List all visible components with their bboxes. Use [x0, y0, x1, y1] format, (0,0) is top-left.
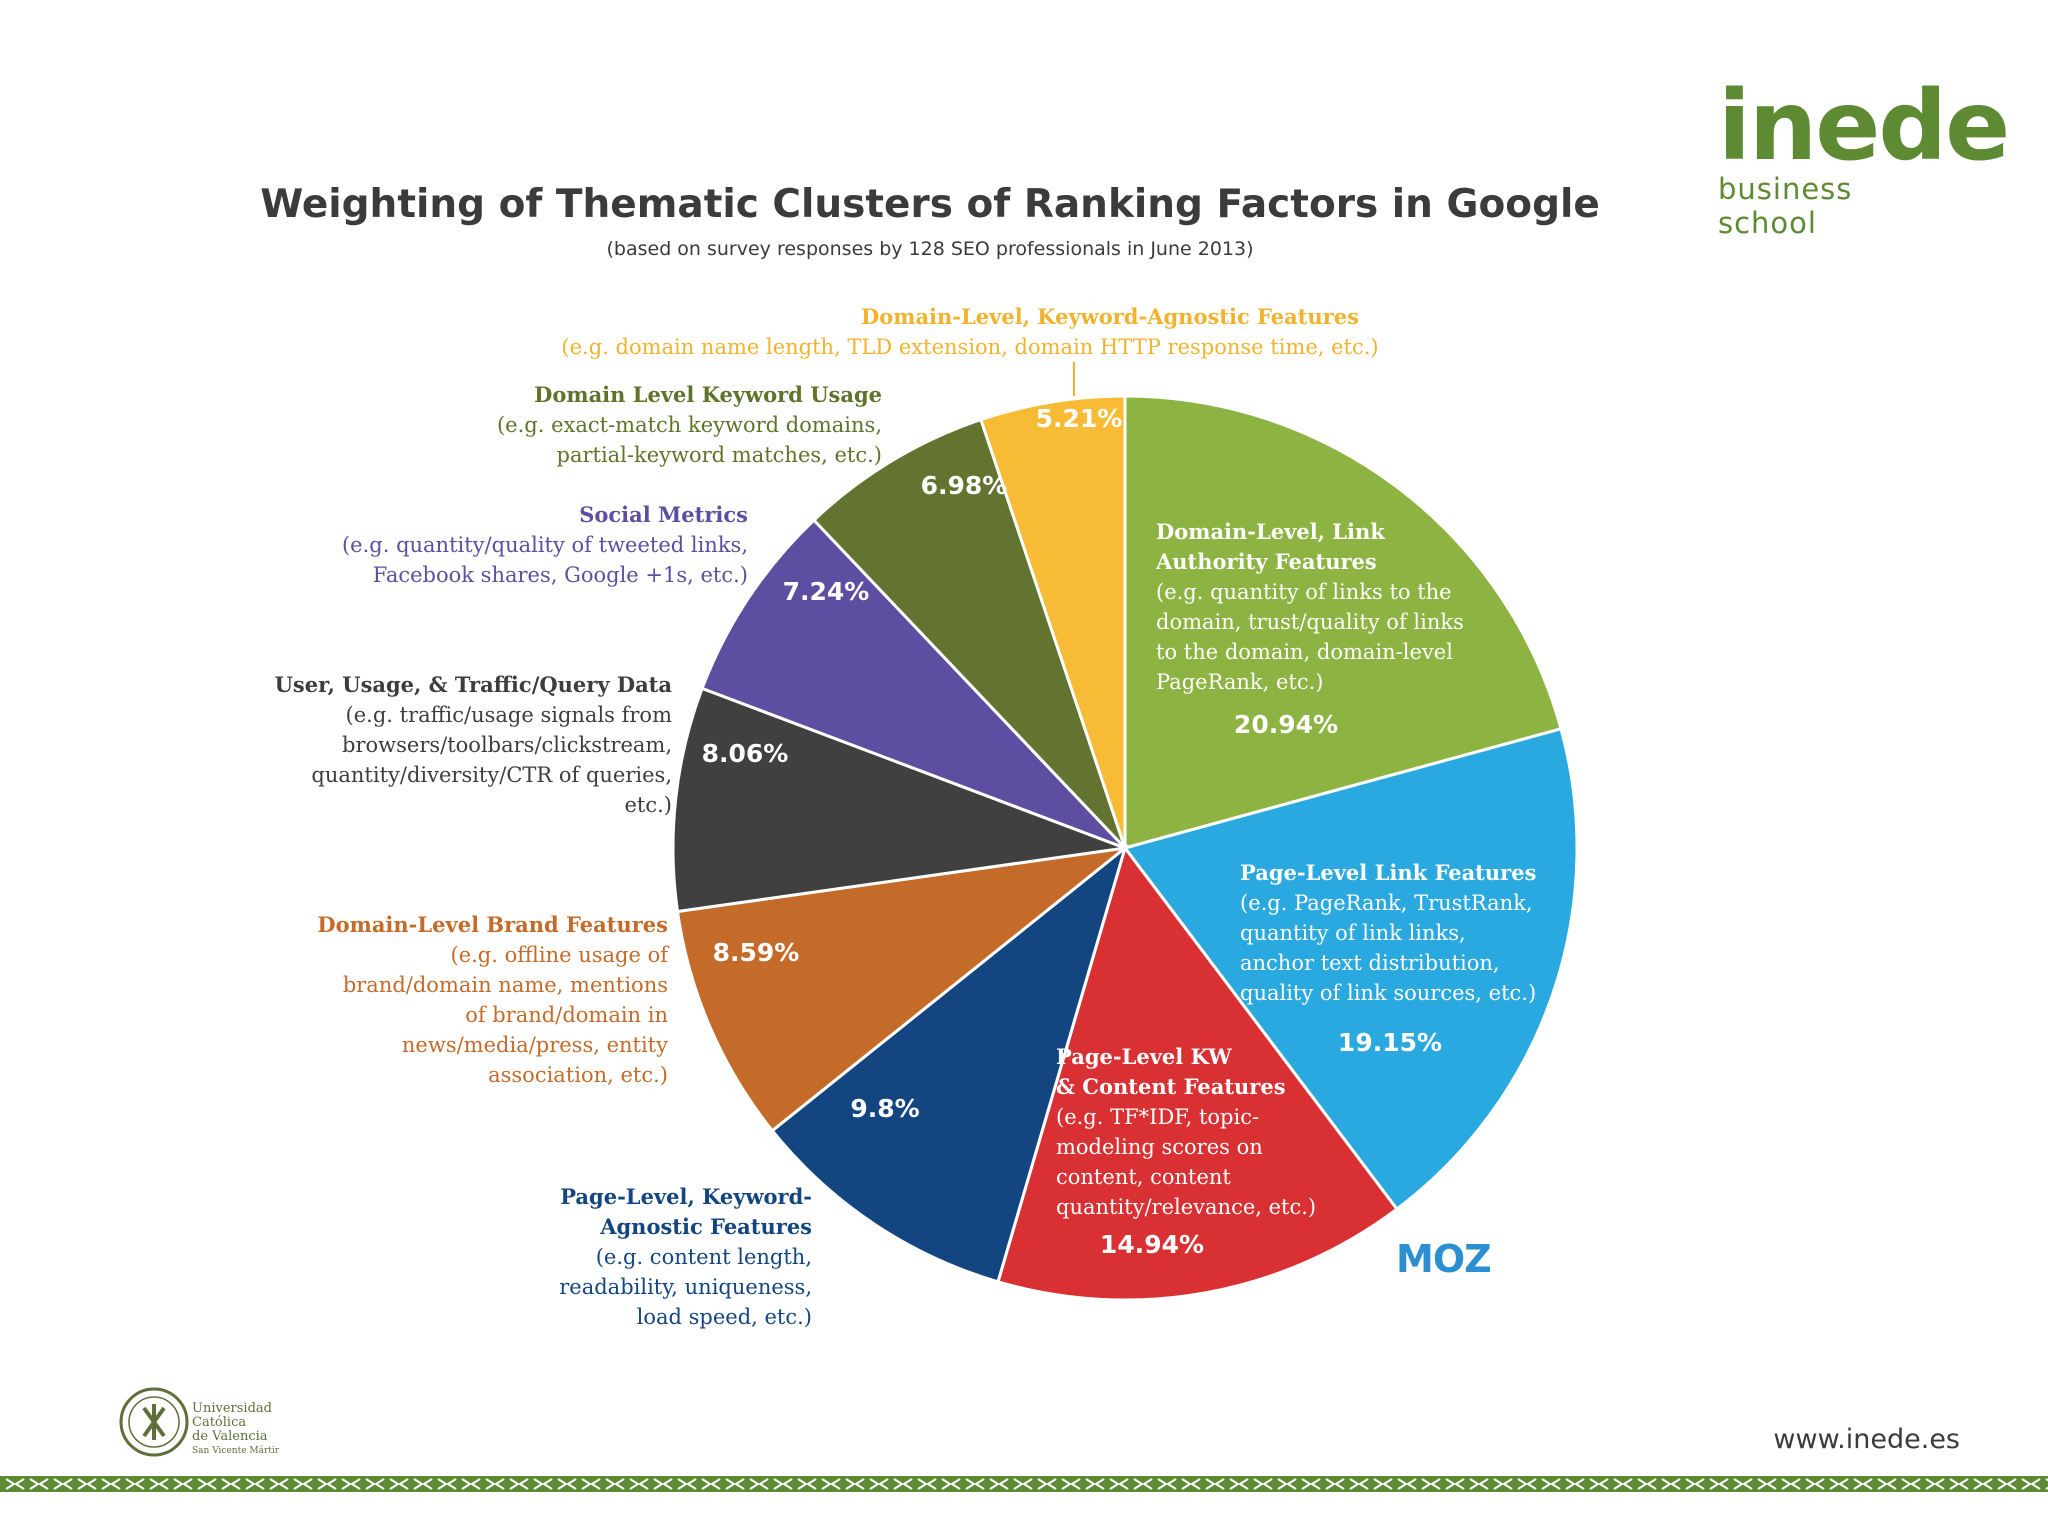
slice-title: Domain-Level, Link Authority Features	[1156, 519, 1385, 574]
slice-desc: (e.g. domain name length, TLD extension, domain HTTP response time, etc.)	[561, 335, 1379, 359]
slice-desc: (e.g. exact-match keyword domains, partial-keyword matches, etc.)	[496, 413, 882, 467]
university-line: San Vicente Mártir	[192, 1446, 280, 1456]
slice-value-label: 5.21%	[1035, 404, 1123, 433]
chart-title: Weighting of Thematic Clusters of Ranking Factors in Google	[260, 182, 1600, 227]
slice-value-label: 9.8%	[850, 1094, 920, 1123]
slice-desc: (e.g. quantity of links to the domain, trust/quality of links to the domain, domain-level PageRank, etc.)	[1156, 580, 1464, 694]
label-page-kw-content	[1056, 1042, 1346, 1222]
label-social-metrics	[270, 500, 748, 590]
slice-value-label: 7.24%	[782, 577, 870, 606]
chart-subtitle: (based on survey responses by 128 SEO professionals in June 2013)	[606, 238, 1254, 260]
website-url: www.inede.es	[1773, 1424, 1960, 1455]
slice-title: Domain-Level, Keyword-Agnostic Features	[861, 304, 1359, 329]
slice-value-label: 20.94%	[1233, 710, 1339, 739]
slice-desc: (e.g. PageRank, TrustRank, quantity of link links, anchor text distribution, quality of link sources, etc.)	[1240, 891, 1537, 1005]
slice-title: Social Metrics	[579, 502, 748, 527]
slice-title: Page-Level KW & Content Features	[1056, 1044, 1286, 1099]
university-line: Católica	[192, 1415, 247, 1430]
slice-value-label: 19.15%	[1337, 1028, 1443, 1057]
slice-title: Page-Level, Keyword- Agnostic Features	[560, 1184, 812, 1239]
label-domain-keyword-usage	[420, 380, 882, 470]
slice-desc: (e.g. content length, readability, uniqueness, load speed, etc.)	[559, 1245, 812, 1329]
logo-subtitle: business school	[1718, 172, 1853, 240]
decorative-border	[0, 1474, 2048, 1494]
slice-title: Domain-Level Brand Features	[317, 912, 668, 937]
university-name	[192, 1402, 279, 1458]
slice-title: Page-Level Link Features	[1240, 860, 1537, 885]
university-line: Universidad	[192, 1401, 272, 1416]
slice-value-label: 14.94%	[1099, 1230, 1205, 1259]
label-domain-keyword-agnostic	[470, 302, 1470, 362]
slice-desc: (e.g. TF*IDF, topic- modeling scores on content, content quantity/relevance, etc.)	[1056, 1105, 1317, 1219]
university-line: de Valencia	[192, 1429, 268, 1444]
slice-desc: (e.g. offline usage of brand/domain name, mentions of brand/domain in news/media/press, entity association, etc.)	[342, 943, 668, 1087]
label-domain-link-authority	[1156, 517, 1496, 697]
logo-wordmark: inede	[1718, 70, 2009, 182]
slice-value-label: 6.98%	[920, 471, 1008, 500]
label-page-keyword-agnostic	[470, 1182, 812, 1332]
label-page-link-features	[1240, 858, 1570, 1008]
slice-title: Domain Level Keyword Usage	[534, 382, 882, 407]
label-domain-brand	[268, 910, 668, 1090]
slice-title: User, Usage, & Traffic/Query Data	[274, 672, 672, 697]
label-user-usage-traffic	[248, 670, 672, 820]
moz-logo: MOZ	[1396, 1237, 1491, 1281]
slice-value-label: 8.59%	[712, 938, 800, 967]
slice-desc: (e.g. traffic/usage signals from browsers/toolbars/clickstream, quantity/diversity/CTR of queries, etc.)	[311, 703, 672, 817]
slice-value-label: 8.06%	[701, 739, 789, 768]
slice-desc: (e.g. quantity/quality of tweeted links, Facebook shares, Google +1s, etc.)	[341, 533, 748, 587]
